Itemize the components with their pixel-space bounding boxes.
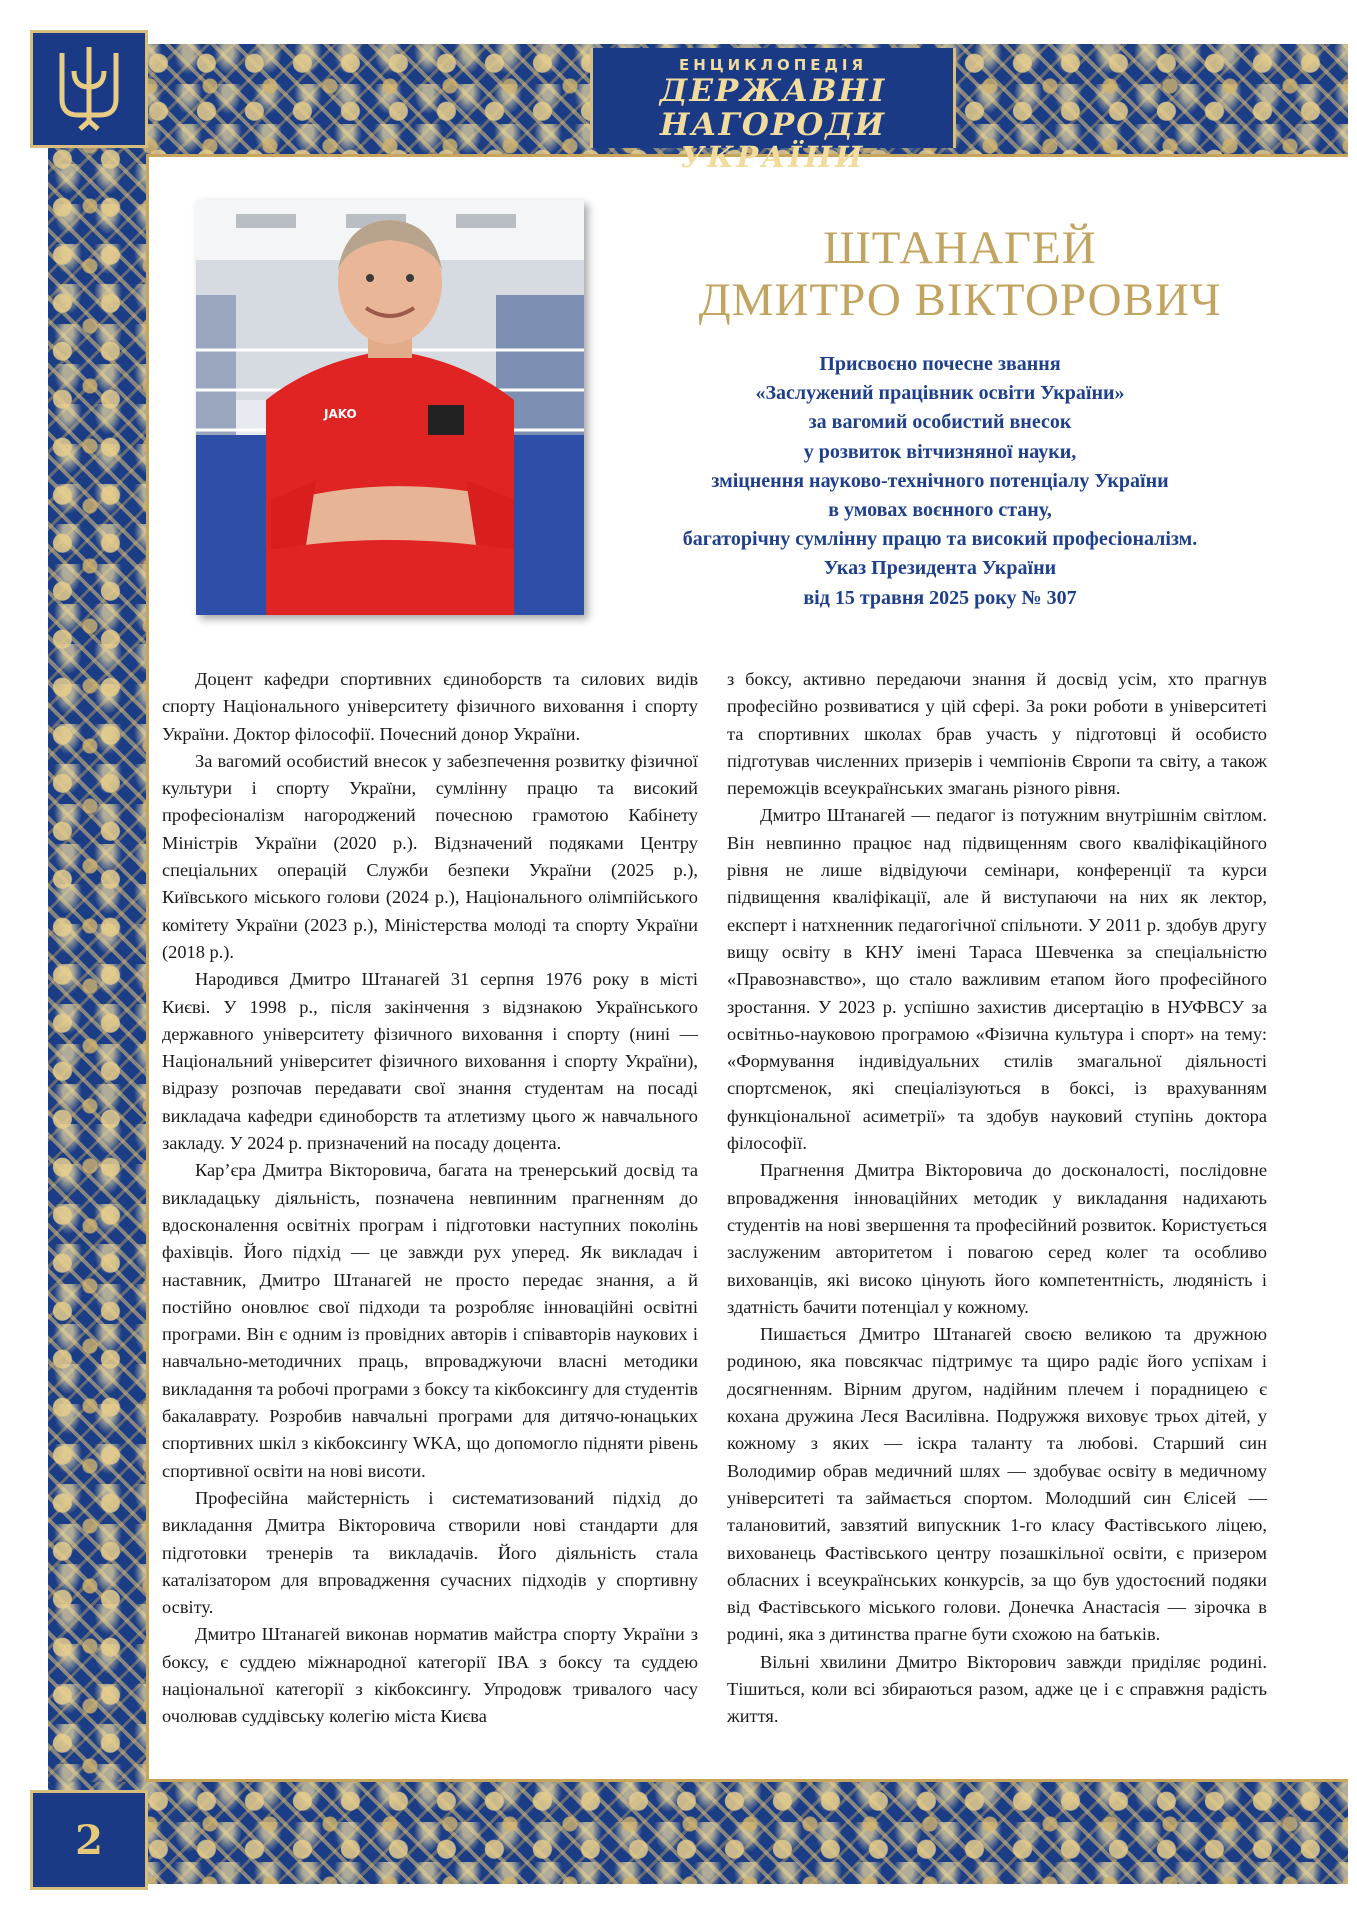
paragraph: Професійна майстерність і систематизований підхід до викладання Дмитра Вікторовича створили нові стандарти для підготовки тренерів та викладачів. Його діяльність стала каталізатором для впровадження сучасних підходів у спортивну освіту. — [162, 1487, 698, 1618]
masthead-subtitle: ЕНЦИКЛОПЕДІЯ — [678, 56, 868, 74]
paragraph: Народився Дмитро Штанагей 31 серпня 1976 року в місті Києві. У 1998 р., після закінчення з відзнакою Українського державного університету фізичного виховання і спорту (нині — Національний університет фізичного виховання і спорту України), відразу розпочав передавати свої знання студентам на посаді викладача кафедри єдиноборств та атлетизму цього ж навчального закладу. У 2024 р. призначений на посаду доцента. — [162, 969, 698, 1154]
award-line: у розвиток вітчизняної науки, — [803, 440, 1077, 463]
award-line: багаторічну сумлінну працю та високий професіоналізм. — [682, 528, 1198, 551]
masthead — [590, 48, 956, 174]
award-line: зміцнення науково-технічного потенціалу України — [711, 469, 1169, 492]
trident-coat-of-arms-icon — [54, 43, 124, 135]
paragraph: Кар’єра Дмитра Вікторовича, багата на тренерський досвід та викладацьку діяльність, позначена невпинним прагненням до вдосконалення освітніх програм і підготовки наступних поколінь фахівців. Його підхід — це завжди рух уперед. Як викладач і наставник, Дмитро Штанагей не просто передає знання, а й постійно оновлює свої підходи та розробляє інноваційні освітні програми. Він є одним із провідних авторів і співавторів наукових і навчально-методичних праць, впроваджуючи власні методики викладання та робочі програми з боксу та кікбоксингу для студентів бакалаврату. Розробив навчальні програми для дитячо-юнацьких спортивних шкіл з кікбоксингу WKA, що допомогло підняти рівень спортивної освіти на нові висоти. — [162, 1160, 698, 1481]
paragraph: Вільні хвилини Дмитро Вікторович завжди приділяє родині. Тішиться, коли всі збираються разом, адже це і є справжня радість життя. — [727, 1651, 1267, 1727]
award-line: «Заслужений працівник освіти України» — [755, 382, 1125, 405]
person-surname: ШТАНАГЕЙ — [823, 222, 1097, 274]
paragraph: Дмитро Штанагей — педагог із потужним внутрішнім світлом. Він невпинно працює над підвищенням свого кваліфікаційного рівня не лише відвідуючи семінари, конференції та курси підвищення кваліфікації, але й виступаючи на них як лектор, експерт і натхненник педагогічної спільноти. У 2011 р. здобув другу вищу освіту в КНУ імені Тараса Шевченка за спеціальністю «Правознавство», що стало важливим етапом його професійного зростання. У 2023 р. успішно захистив дисертацію в НУФВСУ за освітньо-науковою програмою «Фізична культура і спорт» на тему: «Формування індивідуальних стилів змагальної діяльності спортсменок, які спеціалізуються в боксі, із врахуванням функціональної асиметрії» та здобув науковий ступінь доктора філософії. — [727, 805, 1267, 1154]
paragraph: Доцент кафедри спортивних єдиноборств та силових видів спорту Національного університету фізичного виховання і спорту України. Доктор філософії. Почесний донор України. — [162, 669, 698, 744]
crest-box — [30, 30, 148, 148]
border-gold-edge — [146, 154, 149, 1782]
award-statement — [620, 350, 1260, 613]
ornamental-border-bottom — [48, 1782, 1348, 1884]
portrait-illustration — [196, 200, 584, 615]
paragraph: За вагомий особистий внесок у забезпечення розвитку фізичної культури і спорту України, сумлінну працю та високий професіоналізм нагороджений почесною грамотою Кабінету Міністрів України (2020 р.). Відзначений подяками Центру спеціальних операцій Служби безпеки України (2025 р.), Київського міського голови (2024 р.), Національного олімпійського комітету України (2023 р.), Міністерства молоді та спорту України (2018 р.). — [162, 750, 698, 962]
masthead-title-line2: УКРАЇНИ — [680, 140, 866, 174]
paragraph: Дмитро Штанагей виконав норматив майстра спорту України з боксу, є суддею міжнародної категорії IBA з боксу та суддею національної категорії з кікбоксингу. Упродовж тривалого часу очолював суддівську колегію міста Києва — [162, 1624, 698, 1727]
border-gold-edge — [146, 1779, 1348, 1782]
person-given-names: ДМИТРО ВІКТОРОВИЧ — [698, 274, 1222, 326]
award-line: за вагомий особистий внесок — [808, 411, 1072, 434]
person-name — [640, 222, 1280, 326]
page-number: 2 — [30, 1790, 148, 1890]
body-column-right — [727, 666, 1267, 1731]
masthead-title: ДЕРЖАВНІ НАГОРОДИ — [659, 73, 887, 143]
award-line: Указ Президента України — [823, 557, 1057, 580]
body-column-left — [162, 666, 698, 1731]
paragraph: Прагнення Дмитра Вікторовича до досконалості, послідовне впровадження інноваційних методик у викладання надихають студентів на нові звершення та професійний розвиток. Користується заслуженим авторитетом і повагою серед колег та особливо вихованців, які високо цінують його компетентність, людяність і здатність бачити потенціал у кожному. — [727, 1160, 1267, 1317]
portrait-photo — [196, 200, 584, 615]
award-line: від 15 травня 2025 року № 307 — [803, 586, 1077, 609]
svg-text:JAKO: JAKO — [324, 407, 357, 421]
paragraph: Пишається Дмитро Штанагей своєю великою та дружною родиною, яка повсякчас підтримує та щиро радіє його успіхам і досягненням. Вірним другом, надійним плечем і порадницею є кохана дружина Леся Василівна. Подружжя виховує трьох дітей, у кожному з яких — іскра таланту та любові. Старший син Володимир обрав медичний шлях — здобуває освіту в медичному університеті та займається спортом. Молодший син Єлісей — талановитий, завзятий випускник 1-го класу Фастівського ліцею, вихованець Фастівського центру позашкільної освіти, є призером обласних і всеукраїнських конкурсів, за що був удостоєний подяки від Фастівського міського голови. Донечка Анастасія — зірочка в родині, яка з дитинства прагне бути схожою на батьків. — [727, 1324, 1267, 1645]
ornamental-border-left — [48, 44, 146, 1884]
paragraph-continuation: з боксу, активно передаючи знання й досвід усім, хто прагнув професійно розвиватися у цій сфері. За роки роботи в університеті та спортивних школах брав участь у підготовці й особисто підготував численних призерів і чемпіонів Європи та світу, а також переможців всеукраїнських змагань різного рівня. — [727, 669, 1267, 799]
award-line: Присвоєно почесне звання — [819, 353, 1061, 375]
award-line: в умовах воєнного стану, — [828, 499, 1052, 522]
